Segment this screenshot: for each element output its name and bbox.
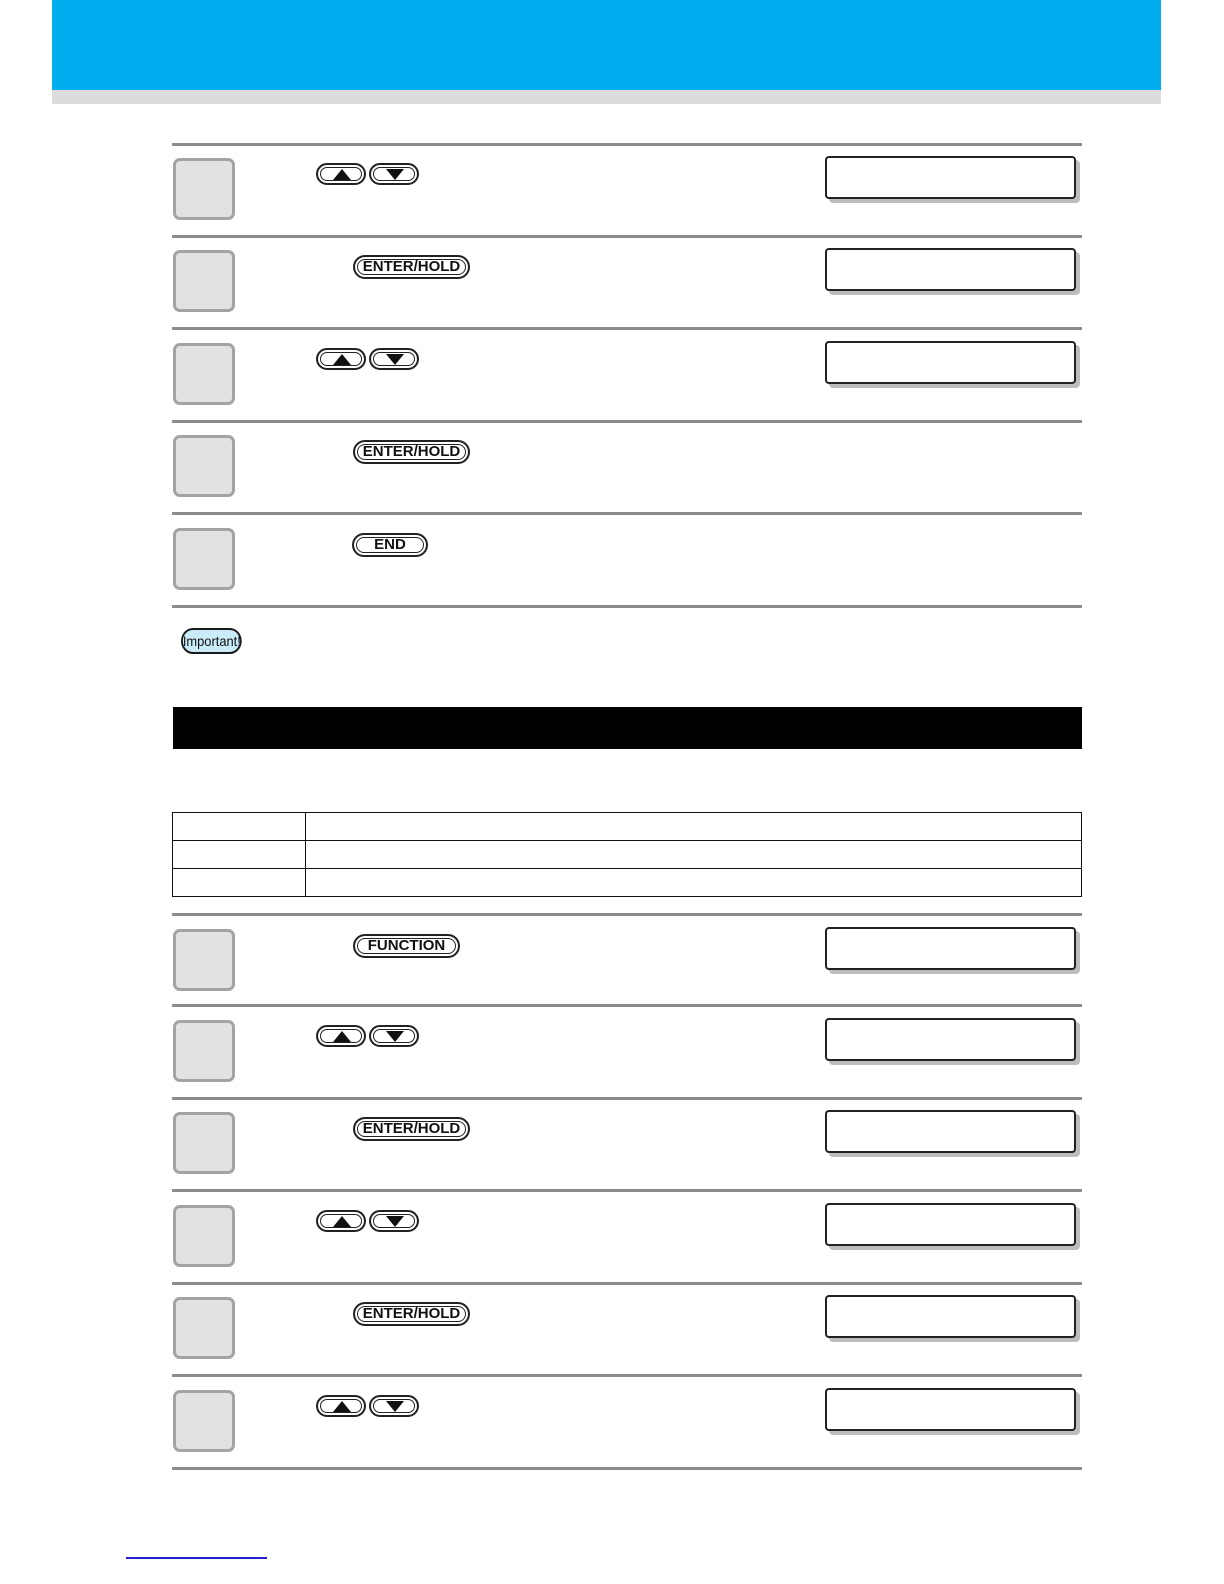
table-cell <box>306 813 1082 841</box>
lcd-display <box>825 1110 1076 1153</box>
lcd-display <box>825 927 1076 970</box>
up-key-button[interactable] <box>316 1395 366 1417</box>
step-number-box <box>173 929 235 991</box>
function-key-button[interactable]: FUNCTION <box>353 934 460 958</box>
up-key-button[interactable] <box>316 348 366 370</box>
triangle-down-icon <box>386 1401 404 1412</box>
triangle-up-icon <box>333 1031 351 1042</box>
up-key-button[interactable] <box>316 163 366 185</box>
step-number-box <box>173 250 235 312</box>
step-divider <box>172 420 1082 423</box>
step-number-box <box>173 158 235 220</box>
step-divider <box>172 512 1082 515</box>
step-number-box <box>173 1390 235 1452</box>
triangle-down-icon <box>386 169 404 180</box>
lcd-display <box>825 1203 1076 1246</box>
step-number-box <box>173 528 235 590</box>
step-divider <box>172 235 1082 238</box>
step-number-box <box>173 435 235 497</box>
table-cell <box>173 813 306 841</box>
table-row <box>173 869 1082 897</box>
enter-hold-key-button[interactable]: ENTER/HOLD <box>353 1302 470 1326</box>
step-number-box <box>173 1297 235 1359</box>
enter-hold-key-button[interactable]: ENTER/HOLD <box>353 440 470 464</box>
enter-hold-key-button[interactable]: ENTER/HOLD <box>353 1117 470 1141</box>
step-divider <box>172 1097 1082 1100</box>
settings-table <box>172 812 1082 897</box>
down-key-button[interactable] <box>369 1025 419 1047</box>
step-number-box <box>173 1020 235 1082</box>
step-divider <box>172 913 1082 916</box>
table-cell <box>306 869 1082 897</box>
important-badge: Important! <box>181 628 242 654</box>
lcd-display <box>825 1018 1076 1061</box>
down-key-button[interactable] <box>369 1210 419 1232</box>
triangle-down-icon <box>386 1031 404 1042</box>
lcd-display <box>825 341 1076 384</box>
down-key-button[interactable] <box>369 348 419 370</box>
lcd-display <box>825 248 1076 291</box>
table-row <box>173 841 1082 869</box>
triangle-down-icon <box>386 354 404 365</box>
table-cell <box>306 841 1082 869</box>
step-divider <box>172 605 1082 608</box>
table-cell <box>173 869 306 897</box>
enter-hold-key-button[interactable]: ENTER/HOLD <box>353 255 470 279</box>
triangle-up-icon <box>333 1401 351 1412</box>
lcd-display <box>825 1388 1076 1431</box>
triangle-up-icon <box>333 354 351 365</box>
lcd-display <box>825 1295 1076 1338</box>
step-divider <box>172 327 1082 330</box>
footer-link[interactable] <box>126 1557 267 1559</box>
step-divider <box>172 1467 1082 1470</box>
up-key-button[interactable] <box>316 1210 366 1232</box>
up-key-button[interactable] <box>316 1025 366 1047</box>
step-divider <box>172 1374 1082 1377</box>
table-row <box>173 813 1082 841</box>
step-divider <box>172 1282 1082 1285</box>
step-number-box <box>173 1112 235 1174</box>
end-key-button[interactable]: END <box>352 533 428 557</box>
table-cell <box>173 841 306 869</box>
down-key-button[interactable] <box>369 163 419 185</box>
triangle-up-icon <box>333 1216 351 1227</box>
step-number-box <box>173 343 235 405</box>
triangle-up-icon <box>333 169 351 180</box>
triangle-down-icon <box>386 1216 404 1227</box>
lcd-display <box>825 156 1076 199</box>
page-header-band <box>52 0 1161 90</box>
step-divider <box>172 1189 1082 1192</box>
step-divider <box>172 1004 1082 1007</box>
section-heading-bar <box>173 707 1082 749</box>
step-divider <box>172 143 1082 146</box>
down-key-button[interactable] <box>369 1395 419 1417</box>
page-header-shadow <box>52 90 1161 104</box>
step-number-box <box>173 1205 235 1267</box>
